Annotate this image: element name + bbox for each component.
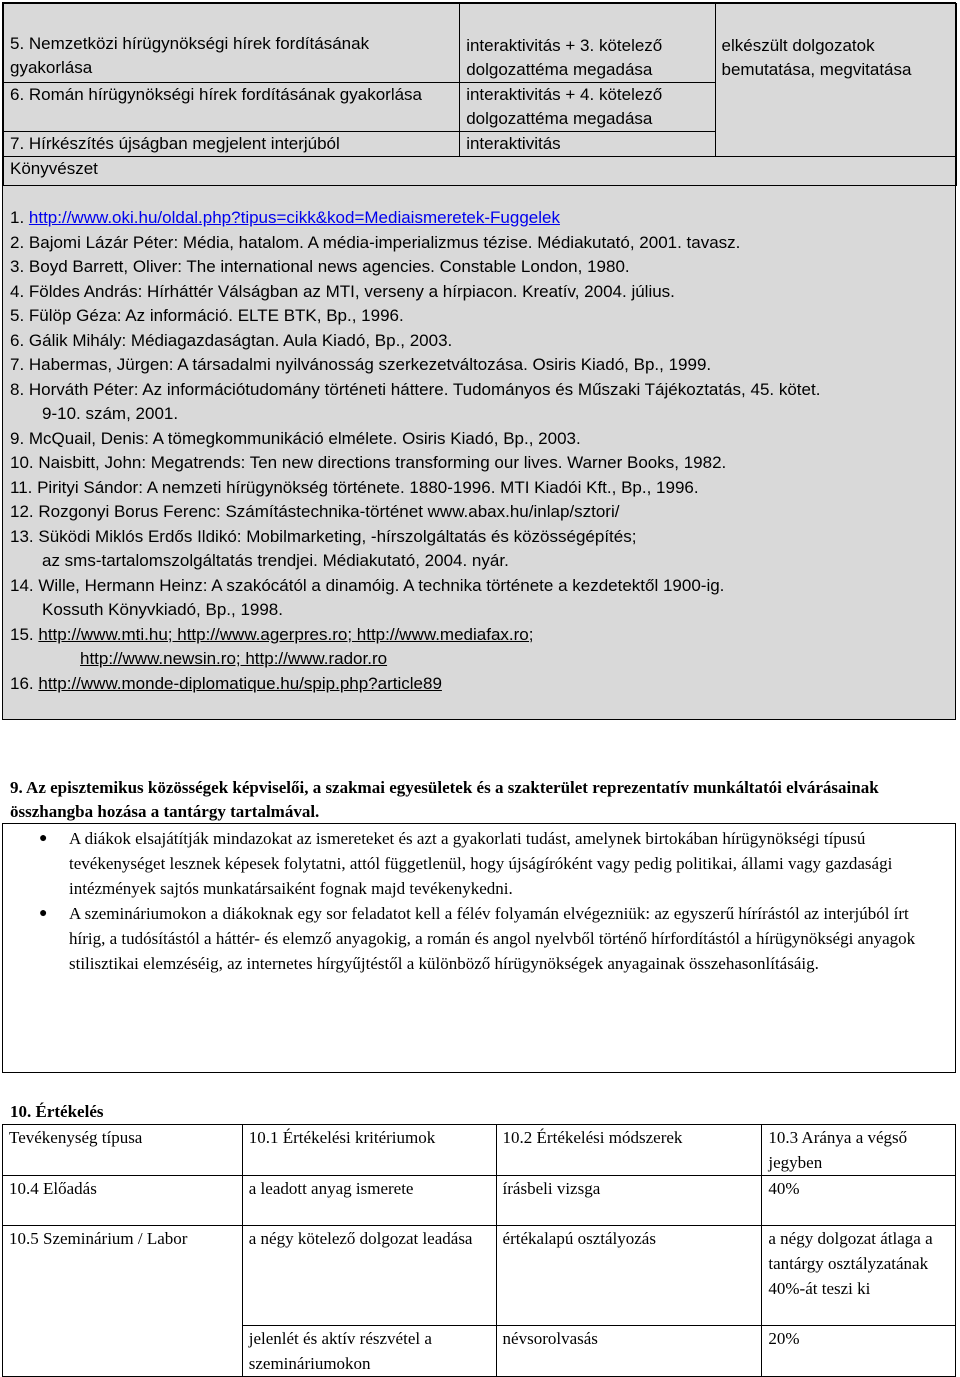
section9-bullets (3, 826, 955, 976)
bullet-icon: ● (39, 906, 48, 921)
method-text: interaktivitás + 4. kötelező dolgozattéma megadása (466, 85, 663, 128)
table-cell: értékalapú osztályozás (496, 1226, 762, 1326)
list-item (3, 826, 955, 901)
method-text: interaktivitás (466, 134, 561, 153)
table-cell (715, 4, 956, 157)
list-number: 15. (10, 624, 34, 644)
table-cell: 20% (762, 1326, 956, 1377)
list-item: 11. Pirityi Sándor: A nemzeti hírügynökség története. 1880-1996. MTI Kiadói Kft., Bp., 1996. (10, 477, 699, 497)
list-item: 3. Boyd Barrett, Oliver: The international news agencies. Constable London, 1980. (10, 257, 630, 276)
list-item: az sms-tartalomszolgáltatás trendjei. Médiakutató, 2004. nyár. (42, 551, 509, 570)
section9-box (2, 823, 956, 1073)
table-cell (460, 83, 715, 132)
topic-text: 6. Román hírügynökségi hírek fordításának gyakorlása (10, 85, 423, 104)
bibliography-heading: Könyvészet (10, 159, 98, 178)
table-row (4, 4, 957, 83)
table-cell (4, 4, 460, 83)
bibliography-list (10, 206, 950, 696)
section9-title: 9. Az episztemikus közösségek képviselői, a szakmai egyesületek és a szakterület reprezentatív munkáltatói elvárásainak összhangba hozása a tantárgy tartalmával. (10, 778, 879, 821)
bullet-text: A diákok elsajátítják mindazokat az ismereteket és azt a gyakorlati tudást, amelynek birtokában hírügynökségi típusú tevékenységet lesznek képesek folytatni, attól függetlenül, hogy újságíróként vagy pedig politikai, állami vagy gazdasági intézmények sajtós munkatársaiként fognak majd tevékenykedni. (69, 829, 893, 898)
list-item: 12. Rozgonyi Borus Ferenc: Számítástechnika-történet www.abax.hu/inlap/sztori/ (10, 502, 620, 521)
list-number: 16. (10, 673, 34, 693)
evaluation-table (2, 1124, 956, 1377)
bullet-text: A szemináriumokon a diákoknak egy sor feladatot kell a félév folyamán elvégezniük: az egyszerű hírírástól az interjúból írt hírig, a tudósítástól a háttér- és elemző anyagokig, a román és angol nyelvből történő hírfordítástól a hírügynökségi anyagok stilisztikai elemzéséig, az internetes hírgyűjtéstől a különböző hírügynökségek anyagainak összehasonlításáig. (69, 904, 916, 973)
table-cell: a négy dolgozat átlaga a tantárgy osztályzatának 40%-át teszi ki (762, 1226, 956, 1326)
list-item (10, 672, 950, 697)
list-item (3, 901, 955, 976)
list-item: 8. Horváth Péter: Az információtudomány történeti háttere. Tudományos és Műszaki Tájékoztatás, 45. kötet. (10, 379, 821, 399)
list-item: 7. Habermas, Jürgen: A társadalmi nyilvánosság szerkezetváltozása. Osiris Kiadó, Bp., 1999. (10, 355, 712, 374)
table-cell (4, 132, 460, 157)
bib-link[interactable]: http://www.monde-diplomatique.hu/spip.php?article89 (38, 673, 442, 693)
topic-text: 5. Nemzetközi hírügynökségi hírek fordításának gyakorlása (10, 34, 370, 77)
table-row (4, 157, 957, 186)
header-cell: Tevékenység típusa (3, 1125, 243, 1176)
notes-text: elkészült dolgozatok bemutatása, megvitatása (721, 36, 912, 79)
list-item: 6. Gálik Mihály: Médiagazdaságtan. Aula Kiadó, Bp., 2003. (10, 330, 453, 350)
bibliography-heading-cell (4, 157, 957, 186)
table-cell: 40% (762, 1176, 956, 1226)
table-cell: a leadott anyag ismerete (242, 1176, 496, 1226)
list-item: 10. Naisbitt, John: Megatrends: Ten new directions transforming our lives. Warner Books, 1982. (10, 453, 727, 472)
list-item: 4. Földes András: Hírháttér Válságban az MTI, verseny a hírpiacon. Kreatív, 2004. július. (10, 281, 675, 301)
bullet-icon: ● (39, 831, 48, 846)
list-item: 13. Süködi Miklós Erdős Ildikó: Mobilmarketing, -hírszolgáltatás és közösségépítés; (10, 526, 637, 546)
list-item (10, 623, 950, 648)
list-item: Kossuth Könyvkiadó, Bp., 1998. (42, 600, 283, 619)
list-item: 1. http://www.oki.hu/oldal.php?tipus=cikk&kod=Mediaismeretek-Fuggelek (10, 208, 560, 227)
table-cell: írásbeli vizsga (496, 1176, 762, 1226)
topic-text: 7. Hírkészítés újságban megjelent interjúból (10, 134, 340, 153)
table-cell: 10.5 Szeminárium / Labor (3, 1226, 243, 1377)
bib-link[interactable]: http://www.oki.hu/oldal.php?tipus=cikk&kod=Mediaismeretek-Fuggelek (28, 208, 560, 227)
table-cell: jelenlét és aktív részvétel a szemináriumokon (242, 1326, 496, 1377)
method-text: interaktivitás + 3. kötelező dolgozattéma megadása (466, 36, 663, 79)
table-cell (460, 132, 715, 157)
header-cell: 10.1 Értékelési kritériumok (242, 1125, 496, 1176)
list-item: 5. Fülöp Géza: Az információ. ELTE BTK, Bp., 1996. (10, 306, 404, 325)
table-header-row (3, 1125, 956, 1176)
list-item (10, 647, 950, 672)
header-cell: 10.2 Értékelési módszerek (496, 1125, 762, 1176)
header-cell: 10.3 Aránya a végső jegyben (762, 1125, 956, 1176)
list-item: 9-10. szám, 2001. (42, 404, 179, 423)
schedule-table (3, 3, 957, 186)
table-cell: a négy kötelező dolgozat leadása (242, 1226, 496, 1326)
section10-title: 10. Értékelés (10, 1102, 104, 1121)
table-cell (4, 83, 460, 132)
table-row (3, 1226, 956, 1326)
bib-link[interactable]: http://www.newsin.ro; http://www.rador.ro (80, 649, 388, 668)
bib-link[interactable]: http://www.mti.hu; http://www.agerpres.ro; http://www.mediafax.ro; (38, 624, 534, 644)
list-item: 9. McQuail, Denis: A tömegkommunikáció elmélete. Osiris Kiadó, Bp., 2003. (10, 428, 581, 448)
list-item: 14. Wille, Hermann Heinz: A szakócától a dinamóig. A technika története a kezdetektől 1900-ig. (10, 575, 725, 595)
table-cell (460, 4, 715, 83)
list-item: 2. Bajomi Lázár Péter: Média, hatalom. A média-imperializmus tézise. Médiakutató, 2001. tavasz. (10, 232, 741, 252)
table-cell: névsorolvasás (496, 1326, 762, 1377)
table-cell: 10.4 Előadás (3, 1176, 243, 1226)
table-row (3, 1176, 956, 1226)
